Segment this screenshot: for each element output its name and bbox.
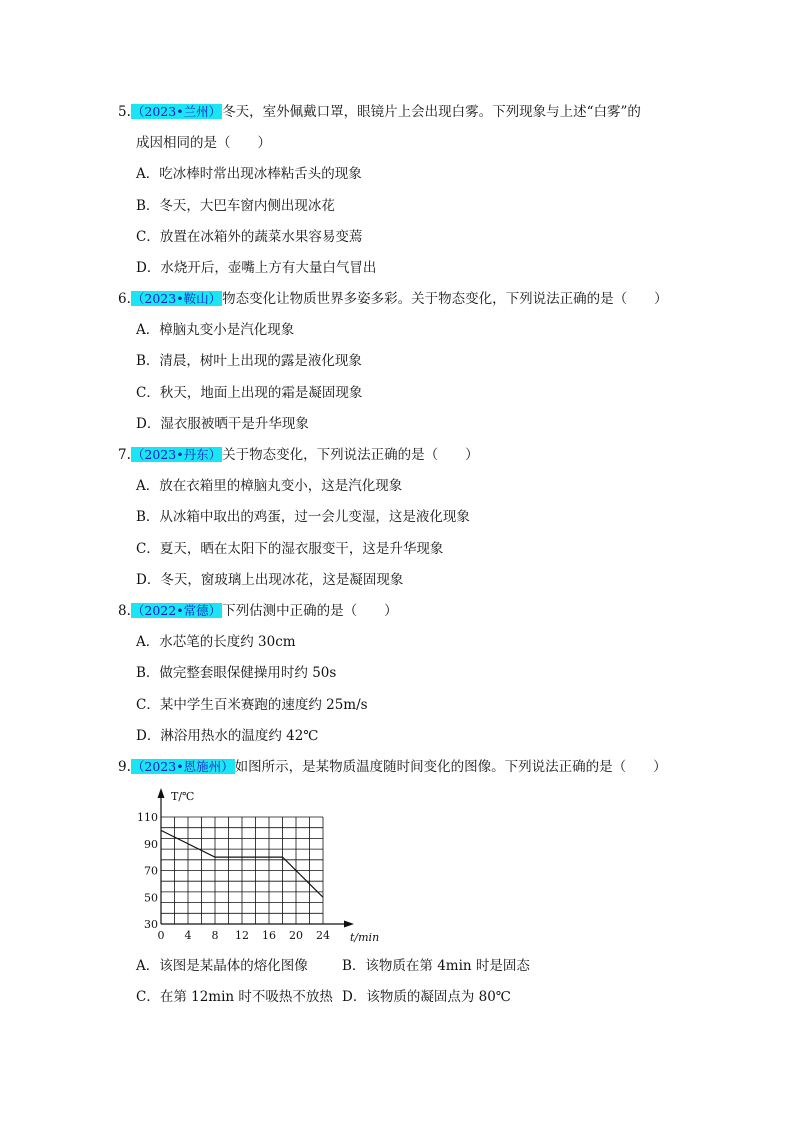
source-tag: （2023•兰州） — [131, 104, 222, 119]
question-8-stem — [118, 602, 398, 620]
option-a: A．该图是某晶体的熔化图像 — [136, 958, 308, 974]
question-9-stem — [118, 758, 667, 776]
x-axis-label: t/min — [350, 931, 380, 944]
temperature-time-chart — [135, 782, 395, 952]
x-tick-label: 4 — [184, 929, 192, 942]
question-5-stem-cont: 成因相同的是（ ） — [136, 135, 271, 151]
option-d: D．湿衣服被晒干是升华现象 — [136, 416, 309, 432]
option-b: B．该物质在第 4min 时是固态 — [342, 958, 530, 974]
y-tick-label: 50 — [144, 891, 158, 905]
source-tag: （2022•常德） — [131, 603, 222, 618]
option-a: A．樟脑丸变小是汽化现象 — [136, 322, 295, 338]
question-5-stem — [118, 103, 641, 121]
chart-tick-labels — [137, 811, 330, 942]
x-tick-label: 0 — [157, 929, 165, 942]
y-tick-label: 110 — [137, 811, 158, 824]
source-tag: （2023•恩施州） — [131, 759, 234, 774]
x-axis-arrow — [344, 921, 354, 928]
question-text: 如图所示，是某物质温度随时间变化的图像。下列说法正确的是（ ） — [234, 759, 667, 775]
option-c: C．秋天，地面上出现的霜是凝固现象 — [136, 385, 363, 401]
option-d: D．淋浴用热水的温度约 42℃ — [136, 728, 319, 744]
question-text: 物态变化让物质世界多姿多彩。关于物态变化，下列说法正确的是（ ） — [222, 291, 668, 307]
option-c: C．夏天，晒在太阳下的湿衣服变干，这是升华现象 — [136, 541, 444, 557]
option-c: C．某中学生百米赛跑的速度约 25m/s — [136, 697, 368, 713]
question-number: 5. — [118, 104, 131, 120]
question-text: 冬天，室外佩戴口罩，眼镜片上会出现白雾。下列现象与上述“白雾”的 — [222, 104, 641, 120]
question-text: 关于物态变化，下列说法正确的是（ ） — [222, 447, 479, 463]
question-number: 9. — [118, 759, 131, 775]
option-d: D．冬天，窗玻璃上出现冰花，这是凝固现象 — [136, 572, 404, 588]
y-tick-label: 90 — [144, 837, 158, 851]
x-tick-label: 12 — [235, 929, 249, 942]
option-d: D．该物质的凝固点为 80℃ — [342, 989, 511, 1005]
source-tag: （2023•鞍山） — [131, 291, 222, 306]
x-tick-label: 20 — [289, 929, 303, 942]
option-c: C．在第 12min 时不吸热不放热 — [136, 989, 333, 1005]
x-tick-label: 16 — [262, 929, 276, 942]
option-b: B．做完整套眼保健操用时约 50s — [136, 665, 337, 681]
question-number: 6. — [118, 291, 131, 307]
option-d: D．水烧开后，壶嘴上方有大量白气冒出 — [136, 260, 377, 276]
option-c: C．放置在冰箱外的蔬菜水果容易变蔫 — [136, 229, 363, 245]
option-a: A．吃冰棒时常出现冰棒粘舌头的现象 — [136, 166, 362, 182]
y-axis-label: T/℃ — [171, 790, 195, 803]
option-b: B．从冰箱中取出的鸡蛋，过一会儿变湿，这是液化现象 — [136, 509, 470, 525]
x-tick-label: 24 — [316, 929, 330, 942]
question-6-stem — [118, 290, 668, 308]
y-tick-label: 30 — [144, 918, 158, 931]
question-number: 8. — [118, 603, 131, 619]
y-axis-arrow — [158, 788, 165, 798]
x-tick-label: 8 — [211, 929, 219, 942]
y-tick-label: 70 — [144, 864, 158, 878]
chart-grid — [161, 817, 323, 924]
question-7-stem — [118, 446, 479, 464]
question-text: 下列估测中正确的是（ ） — [222, 603, 398, 619]
source-tag: （2023•丹东） — [131, 447, 222, 462]
option-b: B．冬天，大巴车窗内侧出现冰花 — [136, 198, 335, 214]
option-a: A．放在衣箱里的樟脑丸变小，这是汽化现象 — [136, 478, 403, 494]
option-a: A．水芯笔的长度约 30cm — [136, 634, 296, 650]
option-b: B．清晨，树叶上出现的露是液化现象 — [136, 353, 362, 369]
question-number: 7. — [118, 447, 131, 463]
